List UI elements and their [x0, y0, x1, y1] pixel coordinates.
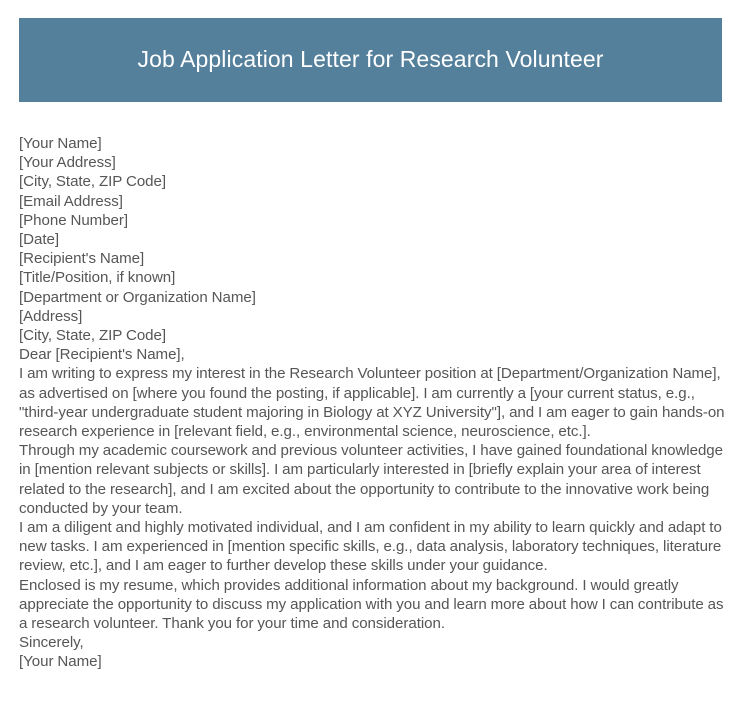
letter-body — [19, 134, 730, 672]
recipient-line-title: [Title/Position, if known] — [19, 269, 176, 287]
body-paragraph-4: Enclosed is my resume, which provides additional information about my background. I would greatly appreciate the opportunity to discuss my application with you and learn more about how I can contribute as a research volunteer. Thank you for your time and consideration. — [19, 576, 724, 633]
recipient-line-department: [Department or Organization Name] — [19, 288, 256, 306]
recipient-line-city: [City, State, ZIP Code] — [19, 327, 167, 345]
body-paragraph-3: I am a diligent and highly motivated individual, and I am confident in my ability to learn quickly and adapt to new tasks. I am experienced in [mention specific skills, e.g., data analysis, laboratory techniques, literature review, etc.], and I am eager to further develop these skills under your guidance. — [19, 519, 722, 575]
signature-name: [Your Name] — [19, 653, 102, 671]
sender-line-name: [Your Name] — [19, 135, 102, 152]
recipient-line-name: [Recipient's Name] — [19, 250, 145, 268]
closing-salutation: Sincerely, — [19, 634, 84, 652]
body-paragraph-1: I am writing to express my interest in the Research Volunteer position at [Department/Organization Name], as advertised on [where you found the posting, if applicable]. I am currently a [your current status, e.g., "third-year undergraduate student majoring in Biology at XYZ University"], and I am eager to gain hands-on research experience in [relevant field, e.g., environmental science, neuroscience, etc.]. — [19, 365, 725, 441]
sender-line-email: [Email Address] — [19, 192, 123, 210]
recipient-address-block — [19, 249, 730, 345]
page-title: Job Application Letter for Research Volunteer — [137, 46, 604, 73]
document-header-banner — [19, 18, 722, 102]
recipient-line-address: [Address] — [19, 307, 83, 325]
body-paragraph-2: Through my academic coursework and previous volunteer activities, I have gained foundational knowledge in [mention relevant subjects or skills]. I am particularly interested in [briefly explain your area of interest related to the research], and I am excited about the opportunity to contribute to the innovative work being conducted by your team. — [19, 442, 723, 517]
sender-address-block — [19, 134, 730, 249]
sender-line-date: [Date] — [19, 231, 59, 249]
salutation: Dear [Recipient's Name], — [19, 346, 185, 364]
sender-line-city: [City, State, ZIP Code] — [19, 173, 167, 191]
sender-line-phone: [Phone Number] — [19, 211, 129, 229]
sender-line-address: [Your Address] — [19, 154, 116, 172]
